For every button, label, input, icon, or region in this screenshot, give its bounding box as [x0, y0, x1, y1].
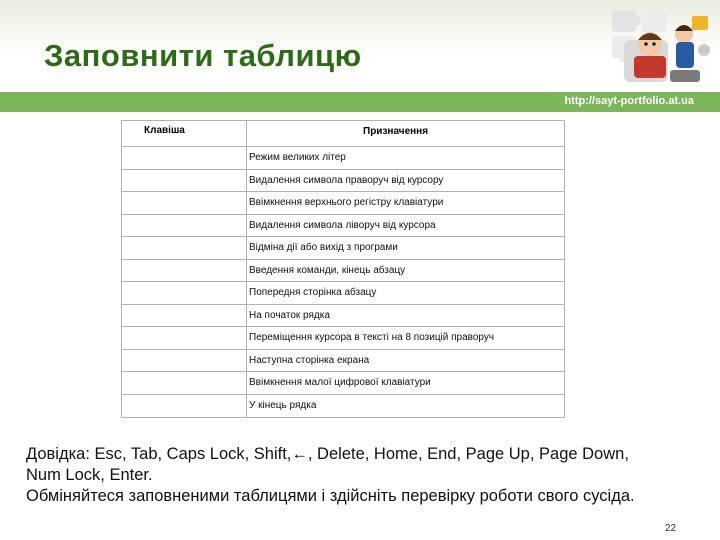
purpose-cell: Переміщення курсора в тексті на 8 позицій праворуч: [249, 332, 495, 343]
table-row: [122, 326, 564, 349]
slide-number: 22: [665, 523, 677, 534]
key-cell[interactable]: [122, 147, 246, 169]
purpose-cell: Ввімкнення верхнього регістру клавіатури: [249, 197, 444, 208]
purpose-cell: Ввімкнення малої цифрової клавіатури: [249, 377, 431, 388]
key-cell[interactable]: [122, 395, 246, 417]
table-row: [122, 394, 564, 417]
notes-block: [26, 444, 666, 507]
hint-text: Довідка: Esc, Tab, Caps Lock, Shift,←, Delete, Home, End, Page Up, Page Down, Num Lock, Enter.: [26, 445, 629, 484]
key-cell[interactable]: [122, 305, 246, 327]
key-cell[interactable]: [122, 350, 246, 372]
column-header-key: Клавіша: [144, 125, 185, 136]
table-row: [122, 259, 564, 282]
table-row: [122, 236, 564, 259]
key-cell[interactable]: [122, 237, 246, 259]
key-assignment-table: [121, 120, 565, 418]
key-cell[interactable]: [122, 282, 246, 304]
purpose-cell: Введення команди, кінець абзацу: [249, 264, 406, 276]
table-row: [122, 349, 564, 372]
key-cell[interactable]: [122, 327, 246, 349]
key-cell[interactable]: [122, 372, 246, 394]
table-header: [122, 121, 564, 147]
purpose-cell: Режим великих літер: [249, 152, 346, 163]
table-row: [122, 304, 564, 327]
key-cell[interactable]: [122, 215, 246, 237]
table-row: [122, 191, 564, 214]
table-row: [122, 169, 564, 192]
purpose-cell: Попередня сторінка абзацу: [249, 287, 377, 298]
table-row: [122, 281, 564, 304]
site-url: http://sayt-portfolio.at.ua: [564, 95, 694, 107]
table-row: [122, 371, 564, 394]
puzzle-illustration-icon: [604, 4, 716, 92]
key-cell[interactable]: [122, 170, 246, 192]
column-header-purpose: Призначення: [363, 126, 429, 137]
key-cell[interactable]: [122, 260, 246, 282]
task-text: Обміняйтеся заповненими таблицями і здійсніть перевірку роботи свого сусіда.: [26, 487, 635, 505]
purpose-cell: Наступна сторінка екрана: [249, 354, 370, 366]
table-row: [122, 214, 564, 237]
key-cell[interactable]: [122, 192, 246, 214]
purpose-cell: На початок рядка: [249, 309, 330, 321]
purpose-cell: У кінець рядка: [249, 399, 317, 411]
purpose-cell: Видалення символа ліворуч від курсора: [249, 219, 436, 231]
table-row: [122, 146, 564, 169]
purpose-cell: Видалення символа праворуч від курсору: [249, 174, 444, 186]
purpose-cell: Відміна дії або вихід з програми: [249, 242, 398, 253]
slide-title: Заповнити таблицю: [44, 38, 362, 73]
